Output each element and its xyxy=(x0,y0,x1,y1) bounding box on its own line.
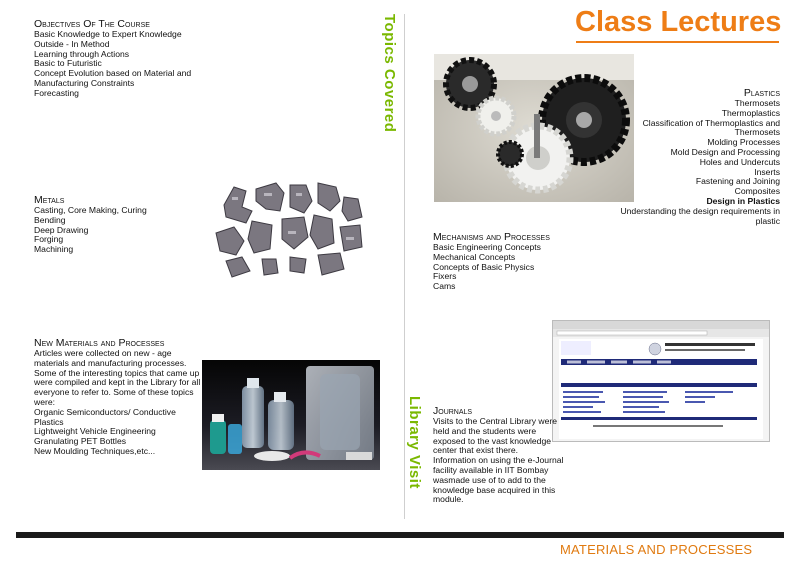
objective-item: Basic Knowledge to Expert Knowledge xyxy=(34,29,182,39)
mechanisms-item: Basic Engineering Concepts xyxy=(433,242,541,252)
new-materials-line: everyone to refer to. Some of these topics xyxy=(34,387,194,398)
new-materials-line: Organic Semiconductors/ Conductive xyxy=(34,406,176,417)
journals-line: exposed to the vast knowledge xyxy=(433,435,552,446)
library-visit-label: Library Visit xyxy=(406,396,423,489)
plastics-heading: Plastics xyxy=(743,87,780,99)
plastics-item: Inserts xyxy=(754,166,780,177)
journals-line: knowledge base acquired in this xyxy=(433,484,556,495)
metals-section xyxy=(34,195,147,255)
objectives-heading: Objectives Of The Course xyxy=(34,18,150,30)
objective-item: Concept Evolution based on Material and xyxy=(34,68,192,79)
mechanisms-heading: Mechanisms and Processes xyxy=(433,231,550,243)
new-materials-section xyxy=(34,338,200,457)
objectives-section xyxy=(34,19,191,99)
metals-item: Forging xyxy=(34,234,64,245)
journals-line: Visits to the Central Library were xyxy=(433,416,558,426)
page-title: Class Lectures xyxy=(575,6,782,38)
new-materials-line: Granulating PET Bottles xyxy=(34,436,127,447)
journals-line: module. xyxy=(433,494,464,505)
journals-line: Information on using the e-Journal xyxy=(433,455,564,466)
objective-item: Forecasting xyxy=(34,87,79,98)
mechanisms-item: Concepts of Basic Physics xyxy=(433,261,535,272)
bottom-rule xyxy=(16,532,784,538)
plastics-item: Composites xyxy=(734,186,780,197)
plastics-item-highlight: Design in Plastics xyxy=(706,195,780,206)
metals-heading: Metals xyxy=(34,194,65,206)
mechanisms-item: Fixers xyxy=(433,271,457,282)
plastics-item: Thermosets xyxy=(734,98,780,108)
new-materials-heading: New Materials and Processes xyxy=(34,337,165,349)
footer-label: MATERIALS AND PROCESSES xyxy=(560,542,753,557)
mechanisms-item: Mechanical Concepts xyxy=(433,251,516,262)
new-materials-line: Plastics xyxy=(34,416,64,427)
plastics-item: Holes and Undercuts xyxy=(699,156,780,167)
metals-item: Machining xyxy=(34,244,74,255)
plastics-item: Molding Processes xyxy=(707,137,780,148)
plastics-item: Thermoplastics xyxy=(721,107,780,118)
library-website-screenshot xyxy=(552,320,770,442)
metals-item: Bending xyxy=(34,214,66,225)
topics-covered-label: Topics Covered xyxy=(381,14,398,133)
plastics-section xyxy=(560,88,780,226)
new-materials-line: materials and manufacturing processes. xyxy=(34,357,187,368)
objective-item: Outside - In Method xyxy=(34,38,110,49)
journals-line: center that exist there. xyxy=(433,445,519,456)
plastics-item: Thermosets xyxy=(734,127,780,138)
journals-line: facility available in IIT Bombay xyxy=(433,464,549,475)
plastics-item: Classification of Thermoplastics and xyxy=(642,117,780,128)
title-underline xyxy=(576,41,779,43)
mechanisms-section xyxy=(433,232,550,292)
metals-item: Casting, Core Making, Curing xyxy=(34,205,147,215)
journals-section xyxy=(433,406,563,505)
new-materials-line: Articles were collected on new - age xyxy=(34,348,172,358)
metals-item: Deep Drawing xyxy=(34,224,89,235)
objective-item: Manufacturing Constraints xyxy=(34,77,135,88)
objective-item: Basic to Futuristic xyxy=(34,58,102,69)
journals-line: held and the students were xyxy=(433,425,537,436)
plastics-item: Understanding the design requirements in xyxy=(620,205,780,216)
plastics-item: Fastening and Joining xyxy=(695,176,780,187)
mechanisms-item: Cams xyxy=(433,281,456,292)
objective-item: Learning through Actions xyxy=(34,48,130,59)
new-materials-line: Lightweight Vehicle Engineering xyxy=(34,426,156,437)
journals-line: wasmade use of to add to the xyxy=(433,474,546,485)
journals-heading: Journals xyxy=(433,405,473,417)
center-divider xyxy=(404,14,405,519)
plastics-item: Mold Design and Processing xyxy=(670,146,780,157)
new-materials-line: New Moulding Techniques,etc... xyxy=(34,445,156,456)
new-materials-line: were compiled and kept in the Library for all xyxy=(34,377,201,388)
plastic-molds-image xyxy=(202,360,380,470)
new-materials-line: Some of the interesting topics that came up xyxy=(34,367,200,378)
metal-parts-image xyxy=(206,175,370,289)
new-materials-line: were: xyxy=(34,396,56,407)
plastics-item: plastic xyxy=(755,215,780,226)
